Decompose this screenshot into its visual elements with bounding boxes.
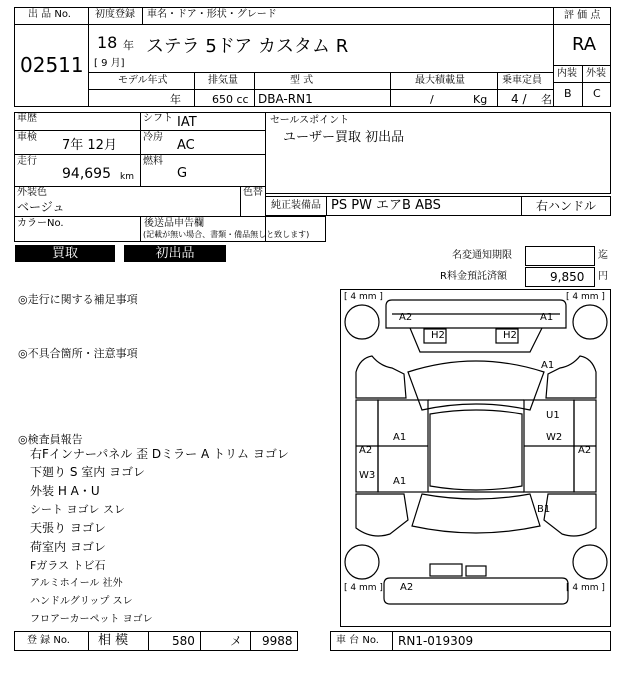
mark-rear-fender-right: B1 <box>537 504 551 515</box>
color-no-label: カラーNo. <box>17 218 64 229</box>
mark-door-right-upper: U1 <box>546 410 560 421</box>
mark-side-left-lower: W3 <box>359 470 376 481</box>
inspector-line: 荷室内 ヨゴレ <box>30 540 106 554</box>
mark-fender-right: A1 <box>541 360 555 371</box>
mark-headlight-left: H2 <box>431 330 445 341</box>
displacement-label: 排気量 <box>208 75 238 86</box>
roof <box>430 410 522 490</box>
displacement-value: 650 cc <box>212 93 249 106</box>
mileage-value: 94,695 <box>62 166 111 182</box>
mark-door-left-upper: A1 <box>393 432 407 443</box>
mark-door-left-lower: A1 <box>393 476 407 487</box>
fuel-value: G <box>177 166 188 181</box>
tire-tag-rear-left: [ 4 mm ] <box>344 583 383 593</box>
mark-rear-bumper-left: A2 <box>400 582 414 593</box>
ac-value: AC <box>177 138 195 153</box>
tag-kaitori: 買取 <box>15 245 115 262</box>
registration-kana: メ <box>230 634 243 648</box>
mark-headlight-right: H2 <box>503 330 517 341</box>
history-label: 車歴 <box>17 113 37 124</box>
lot-number: 02511 <box>20 53 84 77</box>
load-unit: Kg <box>473 93 488 106</box>
tire-tag-front-left: [ 4 mm ] <box>344 292 383 302</box>
name-change-unit: 迄 <box>598 250 608 261</box>
defects-heading: ◎不具合箇所・注意事項 <box>18 347 138 360</box>
recycle-unit: 円 <box>598 271 608 282</box>
registration-label: 登 録 No. <box>27 635 70 646</box>
inspection-value: 7年 12月 <box>62 138 117 153</box>
color-change-label: 色替 <box>243 187 263 198</box>
rear-fender-right <box>544 494 596 536</box>
sales-point-text: ユーザー買取 初出品 <box>283 130 405 145</box>
registration-class: 580 <box>172 634 195 648</box>
color-label: 外装色 <box>17 187 47 198</box>
capacity-unit: 名 <box>541 93 552 106</box>
chassis-label: 車 台 No. <box>336 635 379 646</box>
interior-grade: B <box>564 87 572 100</box>
model-year-unit: 年 <box>170 93 181 106</box>
color-value: ベージュ <box>17 200 65 214</box>
fuel-label: 燃料 <box>143 156 163 167</box>
first-reg-label: 初度登録 <box>95 9 135 20</box>
inspector-line: シート ヨゴレ スレ <box>30 503 125 516</box>
first-reg-year-unit: 年 <box>123 39 134 52</box>
mark-side-right: A2 <box>578 445 592 456</box>
equipment-label: 純正装備品 <box>271 200 321 211</box>
taillight-rear <box>466 566 486 576</box>
tire-tag-rear-right: [ 4 mm ] <box>566 583 605 593</box>
hood <box>410 328 542 352</box>
inspector-line: 外装 H A・U <box>30 484 100 498</box>
capacity-value: 4 / <box>511 92 527 106</box>
handle-side: 右ハンドル <box>536 199 597 213</box>
registration-number: 9988 <box>262 634 293 648</box>
ac-label: 冷房 <box>143 132 163 143</box>
capacity-label: 乗車定員 <box>502 75 542 86</box>
load-value: / <box>430 93 434 106</box>
first-reg-month: [ 9 月] <box>94 58 125 69</box>
model-year-label: モデル年式 <box>118 75 168 86</box>
tire-front-left <box>345 305 379 339</box>
tire-tag-front-right: [ 4 mm ] <box>566 292 605 302</box>
inspector-heading: ◎検査員報告 <box>18 433 83 446</box>
mark-front-bumper-right: A1 <box>540 312 554 323</box>
inspector-line: 右Fインナーパネル 歪 Dミラー A トリム ヨゴレ <box>30 447 289 461</box>
inspector-line: 下廻り S 室内 ヨゴレ <box>30 465 146 479</box>
rear-glass <box>412 494 540 533</box>
sales-point-label: セールスポイント <box>270 115 350 126</box>
mileage-label: 走行 <box>17 156 37 167</box>
car-name: ステラ 5ドア カスタム R <box>146 36 349 57</box>
post-doc-label: 後送品申告欄 <box>144 218 204 229</box>
interior-label: 内装 <box>557 68 577 79</box>
front-fender-left <box>356 356 406 398</box>
shift-label: シフト <box>143 113 173 124</box>
name-change-label: 名変通知期限 <box>452 250 512 261</box>
inspection-label: 車検 <box>17 132 37 143</box>
rear-fender-left <box>356 494 408 536</box>
tire-rear-right <box>573 545 607 579</box>
first-reg-year: 18 <box>97 33 118 52</box>
mark-door-right-middle: W2 <box>546 432 563 443</box>
mileage-unit: km <box>120 172 134 182</box>
chassis-number: RN1-019309 <box>398 634 474 648</box>
inspector-line: 天張り ヨゴレ <box>30 521 106 535</box>
mark-front-bumper-left: A2 <box>399 312 413 323</box>
load-label: 最大積載量 <box>415 75 465 86</box>
registration-area: 相 模 <box>98 633 129 648</box>
inspector-line: ハンドルグリップ スレ <box>30 596 133 607</box>
exterior-grade: C <box>593 87 601 100</box>
tire-front-right <box>573 305 607 339</box>
car-name-label: 車名・ドア・形状・グレード <box>147 9 277 20</box>
type-label: 型 式 <box>290 75 314 86</box>
tag-first-listing: 初出品 <box>124 245 226 262</box>
grade-value: RA <box>572 34 597 55</box>
post-doc-note: (記載が無い場合、書類・備品無しと致します) <box>143 230 310 239</box>
grade-label: 評 価 点 <box>564 10 601 21</box>
mark-side-left: A2 <box>359 445 373 456</box>
inspector-line: フロアーカーペット ヨゴレ <box>30 614 153 625</box>
license-plate-rear <box>430 564 462 576</box>
recycle-label: R料金預託済額 <box>440 271 507 282</box>
inspector-line: Fガラス トビ石 <box>30 559 106 572</box>
equipment-items: PS PW エアB ABS <box>331 198 441 213</box>
type-value: DBA-RN1 <box>258 92 313 106</box>
recycle-value: 9,850 <box>550 270 585 284</box>
running-notes-heading: ◎走行に関する補足事項 <box>18 293 138 306</box>
inspector-line: アルミホイール 社外 <box>30 578 123 589</box>
lot-label: 出 品 No. <box>28 9 71 20</box>
shift-value: IAT <box>177 115 197 130</box>
exterior-label: 外装 <box>586 68 606 79</box>
tire-rear-left <box>345 545 379 579</box>
